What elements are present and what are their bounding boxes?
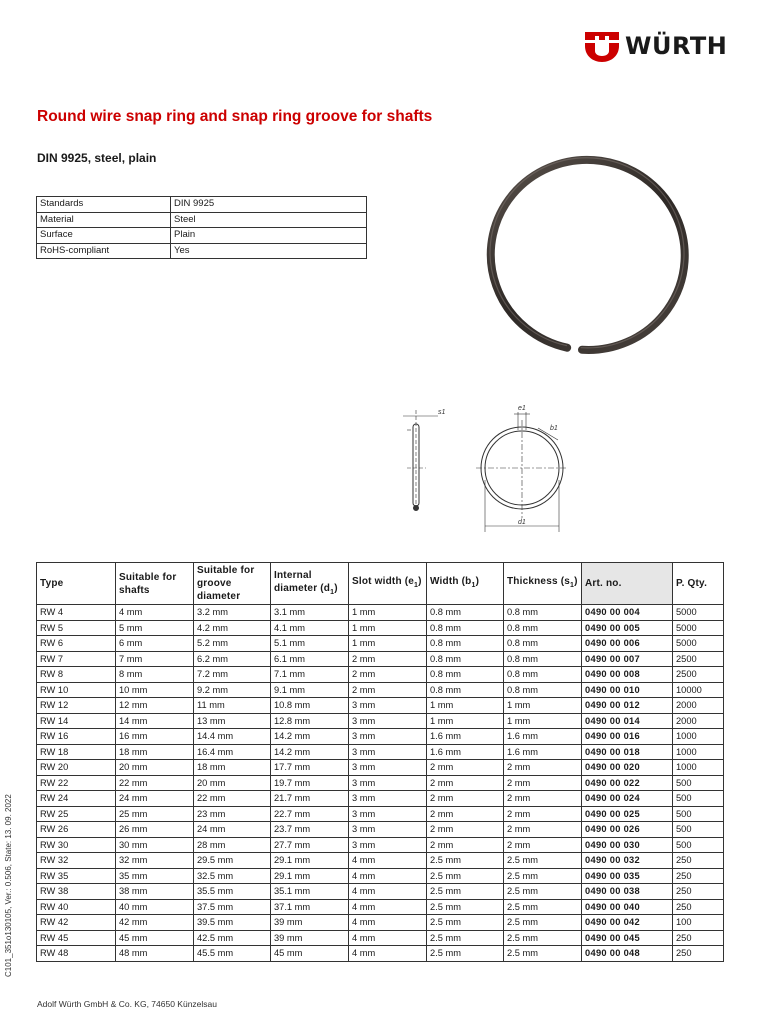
cell-thickness: 1.6 mm bbox=[504, 744, 582, 760]
cell-art-no: 0490 00 005 bbox=[582, 620, 673, 636]
cell-internal: 5.1 mm bbox=[271, 636, 349, 652]
cell-art-no: 0490 00 010 bbox=[582, 682, 673, 698]
table-row bbox=[37, 620, 724, 636]
cell-thickness: 0.8 mm bbox=[504, 636, 582, 652]
col-thickness: Thickness $(s_1)$ bbox=[504, 563, 582, 605]
cell-art-no: 0490 00 024 bbox=[582, 791, 673, 807]
cell-groove: 35.5 mm bbox=[194, 884, 271, 900]
snap-ring-image bbox=[460, 152, 700, 367]
cell-qty: 2500 bbox=[673, 651, 724, 667]
cell-shaft: 38 mm bbox=[116, 884, 194, 900]
cell-type: RW 20 bbox=[37, 760, 116, 776]
cell-internal: 29.1 mm bbox=[271, 868, 349, 884]
table-row bbox=[37, 729, 724, 745]
cell-internal: 35.1 mm bbox=[271, 884, 349, 900]
cell-internal: 14.2 mm bbox=[271, 744, 349, 760]
cell-width: 1 mm bbox=[427, 713, 504, 729]
cell-type: RW 16 bbox=[37, 729, 116, 745]
table-row bbox=[37, 698, 724, 714]
cell-thickness: 1 mm bbox=[504, 698, 582, 714]
cell-slot: 4 mm bbox=[349, 853, 427, 869]
cell-internal: 17.7 mm bbox=[271, 760, 349, 776]
table-row bbox=[37, 899, 724, 915]
wurth-logo bbox=[585, 30, 735, 64]
cell-thickness: 2 mm bbox=[504, 760, 582, 776]
cell-thickness: 2.5 mm bbox=[504, 899, 582, 915]
property-row bbox=[37, 197, 367, 213]
cell-type: RW 25 bbox=[37, 806, 116, 822]
cell-qty: 1000 bbox=[673, 729, 724, 745]
cell-groove: 22 mm bbox=[194, 791, 271, 807]
table-row bbox=[37, 930, 724, 946]
cell-art-no: 0490 00 025 bbox=[582, 806, 673, 822]
property-row bbox=[37, 228, 367, 244]
property-key: Material bbox=[37, 212, 171, 228]
col-slot: Slot width $(e_1)$ bbox=[349, 563, 427, 605]
table-row bbox=[37, 713, 724, 729]
cell-type: RW 5 bbox=[37, 620, 116, 636]
cell-slot: 4 mm bbox=[349, 930, 427, 946]
cell-internal: 12.8 mm bbox=[271, 713, 349, 729]
cell-thickness: 0.8 mm bbox=[504, 651, 582, 667]
table-row bbox=[37, 946, 724, 962]
cell-internal: 45 mm bbox=[271, 946, 349, 962]
cell-qty: 250 bbox=[673, 884, 724, 900]
cell-qty: 2000 bbox=[673, 698, 724, 714]
cell-groove: 37.5 mm bbox=[194, 899, 271, 915]
cell-thickness: 0.8 mm bbox=[504, 667, 582, 683]
cell-groove: 42.5 mm bbox=[194, 930, 271, 946]
cell-groove: 7.2 mm bbox=[194, 667, 271, 683]
col-shaft: Suitable for shafts bbox=[116, 563, 194, 605]
cell-groove: 20 mm bbox=[194, 775, 271, 791]
technical-drawing bbox=[398, 400, 578, 532]
cell-type: RW 26 bbox=[37, 822, 116, 838]
cell-width: 2 mm bbox=[427, 806, 504, 822]
label-d1: d1 bbox=[518, 519, 526, 526]
cell-slot: 4 mm bbox=[349, 884, 427, 900]
cell-slot: 4 mm bbox=[349, 946, 427, 962]
cell-slot: 3 mm bbox=[349, 744, 427, 760]
col-width: Width $(b_1)$ bbox=[427, 563, 504, 605]
cell-width: 2.5 mm bbox=[427, 884, 504, 900]
cell-internal: 4.1 mm bbox=[271, 620, 349, 636]
cell-shaft: 18 mm bbox=[116, 744, 194, 760]
cell-type: RW 4 bbox=[37, 605, 116, 621]
cell-qty: 1000 bbox=[673, 744, 724, 760]
cell-art-no: 0490 00 020 bbox=[582, 760, 673, 776]
cell-groove: 4.2 mm bbox=[194, 620, 271, 636]
cell-groove: 32.5 mm bbox=[194, 868, 271, 884]
cell-slot: 1 mm bbox=[349, 620, 427, 636]
cell-slot: 1 mm bbox=[349, 636, 427, 652]
cell-groove: 18 mm bbox=[194, 760, 271, 776]
cell-shaft: 32 mm bbox=[116, 853, 194, 869]
cell-internal: 6.1 mm bbox=[271, 651, 349, 667]
cell-thickness: 0.8 mm bbox=[504, 682, 582, 698]
cell-groove: 28 mm bbox=[194, 837, 271, 853]
property-value: Yes bbox=[171, 243, 367, 259]
cell-thickness: 2.5 mm bbox=[504, 853, 582, 869]
cell-internal: 7.1 mm bbox=[271, 667, 349, 683]
cell-groove: 3.2 mm bbox=[194, 605, 271, 621]
cell-slot: 4 mm bbox=[349, 915, 427, 931]
table-row bbox=[37, 775, 724, 791]
cell-thickness: 1.6 mm bbox=[504, 729, 582, 745]
cell-art-no: 0490 00 035 bbox=[582, 868, 673, 884]
cell-art-no: 0490 00 018 bbox=[582, 744, 673, 760]
cell-type: RW 45 bbox=[37, 930, 116, 946]
cell-shaft: 35 mm bbox=[116, 868, 194, 884]
cell-internal: 27.7 mm bbox=[271, 837, 349, 853]
table-row bbox=[37, 744, 724, 760]
cell-qty: 250 bbox=[673, 868, 724, 884]
cell-shaft: 25 mm bbox=[116, 806, 194, 822]
cell-qty: 2500 bbox=[673, 667, 724, 683]
cell-internal: 39 mm bbox=[271, 915, 349, 931]
cell-thickness: 0.8 mm bbox=[504, 605, 582, 621]
col-type: Type bbox=[37, 563, 116, 605]
table-row bbox=[37, 667, 724, 683]
col-art-no: Art. no. bbox=[582, 563, 673, 605]
cell-slot: 3 mm bbox=[349, 837, 427, 853]
cell-qty: 100 bbox=[673, 915, 724, 931]
cell-width: 0.8 mm bbox=[427, 667, 504, 683]
table-row bbox=[37, 806, 724, 822]
cell-type: RW 7 bbox=[37, 651, 116, 667]
cell-type: RW 30 bbox=[37, 837, 116, 853]
cell-shaft: 40 mm bbox=[116, 899, 194, 915]
cell-art-no: 0490 00 008 bbox=[582, 667, 673, 683]
cell-thickness: 2 mm bbox=[504, 837, 582, 853]
cell-width: 2.5 mm bbox=[427, 930, 504, 946]
table-row bbox=[37, 636, 724, 652]
cell-art-no: 0490 00 006 bbox=[582, 636, 673, 652]
table-row bbox=[37, 682, 724, 698]
cell-type: RW 48 bbox=[37, 946, 116, 962]
cell-shaft: 26 mm bbox=[116, 822, 194, 838]
table-row bbox=[37, 884, 724, 900]
cell-groove: 13 mm bbox=[194, 713, 271, 729]
cell-width: 0.8 mm bbox=[427, 636, 504, 652]
cell-width: 1.6 mm bbox=[427, 744, 504, 760]
property-key: RoHS-compliant bbox=[37, 243, 171, 259]
cell-groove: 9.2 mm bbox=[194, 682, 271, 698]
cell-type: RW 38 bbox=[37, 884, 116, 900]
cell-shaft: 8 mm bbox=[116, 667, 194, 683]
cell-art-no: 0490 00 012 bbox=[582, 698, 673, 714]
cell-thickness: 2.5 mm bbox=[504, 930, 582, 946]
cell-shaft: 20 mm bbox=[116, 760, 194, 776]
page-title: Round wire snap ring and snap ring groove for shafts bbox=[37, 108, 433, 125]
cell-qty: 500 bbox=[673, 775, 724, 791]
cell-groove: 24 mm bbox=[194, 822, 271, 838]
property-key: Surface bbox=[37, 228, 171, 244]
cell-width: 2.5 mm bbox=[427, 915, 504, 931]
cell-slot: 3 mm bbox=[349, 806, 427, 822]
cell-qty: 5000 bbox=[673, 636, 724, 652]
cell-qty: 5000 bbox=[673, 620, 724, 636]
properties-table bbox=[36, 196, 367, 259]
cell-slot: 4 mm bbox=[349, 899, 427, 915]
property-value: Plain bbox=[171, 228, 367, 244]
cell-shaft: 5 mm bbox=[116, 620, 194, 636]
cell-qty: 250 bbox=[673, 930, 724, 946]
property-row bbox=[37, 243, 367, 259]
table-row bbox=[37, 651, 724, 667]
cell-art-no: 0490 00 026 bbox=[582, 822, 673, 838]
cell-shaft: 14 mm bbox=[116, 713, 194, 729]
cell-thickness: 2.5 mm bbox=[504, 915, 582, 931]
cell-shaft: 42 mm bbox=[116, 915, 194, 931]
cell-thickness: 1 mm bbox=[504, 713, 582, 729]
cell-slot: 3 mm bbox=[349, 729, 427, 745]
cell-slot: 3 mm bbox=[349, 822, 427, 838]
cell-qty: 10000 bbox=[673, 682, 724, 698]
cell-internal: 14.2 mm bbox=[271, 729, 349, 745]
cell-type: RW 14 bbox=[37, 713, 116, 729]
label-s1: s1 bbox=[438, 409, 446, 416]
cell-internal: 39 mm bbox=[271, 930, 349, 946]
cell-qty: 5000 bbox=[673, 605, 724, 621]
cell-thickness: 2.5 mm bbox=[504, 884, 582, 900]
cell-internal: 9.1 mm bbox=[271, 682, 349, 698]
cell-art-no: 0490 00 032 bbox=[582, 853, 673, 869]
page-subtitle: DIN 9925, steel, plain bbox=[37, 151, 157, 165]
footer-address: Adolf Würth GmbH & Co. KG, 74650 Künzelsau bbox=[37, 999, 218, 1009]
cell-internal: 21.7 mm bbox=[271, 791, 349, 807]
cell-thickness: 2.5 mm bbox=[504, 946, 582, 962]
cell-slot: 4 mm bbox=[349, 868, 427, 884]
col-groove: Suitable for groove diameter bbox=[194, 563, 271, 605]
cell-groove: 5.2 mm bbox=[194, 636, 271, 652]
cell-type: RW 32 bbox=[37, 853, 116, 869]
cell-internal: 10.8 mm bbox=[271, 698, 349, 714]
cell-type: RW 22 bbox=[37, 775, 116, 791]
cell-art-no: 0490 00 016 bbox=[582, 729, 673, 745]
cell-art-no: 0490 00 030 bbox=[582, 837, 673, 853]
cell-slot: 3 mm bbox=[349, 698, 427, 714]
cell-thickness: 2 mm bbox=[504, 822, 582, 838]
cell-qty: 250 bbox=[673, 946, 724, 962]
cell-width: 2 mm bbox=[427, 837, 504, 853]
cell-type: RW 35 bbox=[37, 868, 116, 884]
cell-thickness: 2 mm bbox=[504, 791, 582, 807]
cell-internal: 37.1 mm bbox=[271, 899, 349, 915]
table-row bbox=[37, 822, 724, 838]
cell-width: 2 mm bbox=[427, 791, 504, 807]
cell-width: 1 mm bbox=[427, 698, 504, 714]
snap-ring-table bbox=[36, 562, 724, 962]
cell-groove: 16.4 mm bbox=[194, 744, 271, 760]
property-value: DIN 9925 bbox=[171, 197, 367, 213]
cell-art-no: 0490 00 022 bbox=[582, 775, 673, 791]
cell-thickness: 2.5 mm bbox=[504, 868, 582, 884]
cell-slot: 2 mm bbox=[349, 651, 427, 667]
cell-shaft: 30 mm bbox=[116, 837, 194, 853]
cell-shaft: 10 mm bbox=[116, 682, 194, 698]
table-row bbox=[37, 760, 724, 776]
cell-art-no: 0490 00 038 bbox=[582, 884, 673, 900]
cell-slot: 3 mm bbox=[349, 760, 427, 776]
cell-shaft: 16 mm bbox=[116, 729, 194, 745]
cell-shaft: 48 mm bbox=[116, 946, 194, 962]
cell-type: RW 12 bbox=[37, 698, 116, 714]
cell-type: RW 6 bbox=[37, 636, 116, 652]
cell-width: 2 mm bbox=[427, 822, 504, 838]
cell-qty: 250 bbox=[673, 853, 724, 869]
cell-shaft: 4 mm bbox=[116, 605, 194, 621]
cell-art-no: 0490 00 014 bbox=[582, 713, 673, 729]
document-code: C101_351o130105, Ver.: 0.506, State: 13. 09. 2022 bbox=[4, 794, 13, 977]
col-qty: P. Qty. bbox=[673, 563, 724, 605]
cell-shaft: 12 mm bbox=[116, 698, 194, 714]
cell-internal: 22.7 mm bbox=[271, 806, 349, 822]
table-row bbox=[37, 837, 724, 853]
cell-art-no: 0490 00 048 bbox=[582, 946, 673, 962]
wurth-logo-mark-icon bbox=[585, 32, 619, 62]
cell-type: RW 10 bbox=[37, 682, 116, 698]
cell-width: 2.5 mm bbox=[427, 946, 504, 962]
cell-groove: 23 mm bbox=[194, 806, 271, 822]
cell-qty: 250 bbox=[673, 899, 724, 915]
cell-type: RW 42 bbox=[37, 915, 116, 931]
label-e1: e1 bbox=[518, 405, 526, 412]
cell-width: 2.5 mm bbox=[427, 868, 504, 884]
cell-type: RW 8 bbox=[37, 667, 116, 683]
cell-shaft: 7 mm bbox=[116, 651, 194, 667]
cell-slot: 3 mm bbox=[349, 791, 427, 807]
cell-thickness: 0.8 mm bbox=[504, 620, 582, 636]
cell-thickness: 2 mm bbox=[504, 806, 582, 822]
cell-width: 2.5 mm bbox=[427, 899, 504, 915]
brand-name: WÜRTH bbox=[625, 32, 728, 60]
table-row bbox=[37, 868, 724, 884]
table-row bbox=[37, 853, 724, 869]
table-row bbox=[37, 791, 724, 807]
cell-thickness: 2 mm bbox=[504, 775, 582, 791]
label-b1: b1 bbox=[550, 425, 558, 432]
cell-qty: 2000 bbox=[673, 713, 724, 729]
cell-art-no: 0490 00 042 bbox=[582, 915, 673, 931]
cell-internal: 23.7 mm bbox=[271, 822, 349, 838]
cell-type: RW 40 bbox=[37, 899, 116, 915]
table-header-row bbox=[37, 563, 724, 605]
cell-art-no: 0490 00 045 bbox=[582, 930, 673, 946]
cell-width: 1.6 mm bbox=[427, 729, 504, 745]
cell-groove: 45.5 mm bbox=[194, 946, 271, 962]
cell-width: 0.8 mm bbox=[427, 605, 504, 621]
cell-internal: 19.7 mm bbox=[271, 775, 349, 791]
cell-slot: 1 mm bbox=[349, 605, 427, 621]
cell-width: 0.8 mm bbox=[427, 682, 504, 698]
property-key: Standards bbox=[37, 197, 171, 213]
cell-qty: 500 bbox=[673, 806, 724, 822]
cell-shaft: 45 mm bbox=[116, 930, 194, 946]
cell-slot: 2 mm bbox=[349, 667, 427, 683]
cell-groove: 29.5 mm bbox=[194, 853, 271, 869]
cell-qty: 500 bbox=[673, 822, 724, 838]
cell-slot: 3 mm bbox=[349, 775, 427, 791]
cell-width: 0.8 mm bbox=[427, 620, 504, 636]
cell-groove: 14.4 mm bbox=[194, 729, 271, 745]
cell-slot: 2 mm bbox=[349, 682, 427, 698]
property-value: Steel bbox=[171, 212, 367, 228]
cell-art-no: 0490 00 004 bbox=[582, 605, 673, 621]
cell-qty: 1000 bbox=[673, 760, 724, 776]
cell-type: RW 24 bbox=[37, 791, 116, 807]
cell-art-no: 0490 00 040 bbox=[582, 899, 673, 915]
cell-width: 2 mm bbox=[427, 775, 504, 791]
cell-type: RW 18 bbox=[37, 744, 116, 760]
table-row bbox=[37, 605, 724, 621]
property-row bbox=[37, 212, 367, 228]
cell-art-no: 0490 00 007 bbox=[582, 651, 673, 667]
table-row bbox=[37, 915, 724, 931]
cell-width: 2 mm bbox=[427, 760, 504, 776]
cell-width: 2.5 mm bbox=[427, 853, 504, 869]
cell-shaft: 24 mm bbox=[116, 791, 194, 807]
cell-shaft: 22 mm bbox=[116, 775, 194, 791]
cell-qty: 500 bbox=[673, 837, 724, 853]
cell-qty: 500 bbox=[673, 791, 724, 807]
cell-internal: 29.1 mm bbox=[271, 853, 349, 869]
cell-internal: 3.1 mm bbox=[271, 605, 349, 621]
cell-groove: 6.2 mm bbox=[194, 651, 271, 667]
cell-groove: 39.5 mm bbox=[194, 915, 271, 931]
cell-shaft: 6 mm bbox=[116, 636, 194, 652]
col-internal: Internal diameter $(d_1)$ bbox=[271, 563, 349, 605]
cell-groove: 11 mm bbox=[194, 698, 271, 714]
cell-width: 0.8 mm bbox=[427, 651, 504, 667]
cell-slot: 3 mm bbox=[349, 713, 427, 729]
